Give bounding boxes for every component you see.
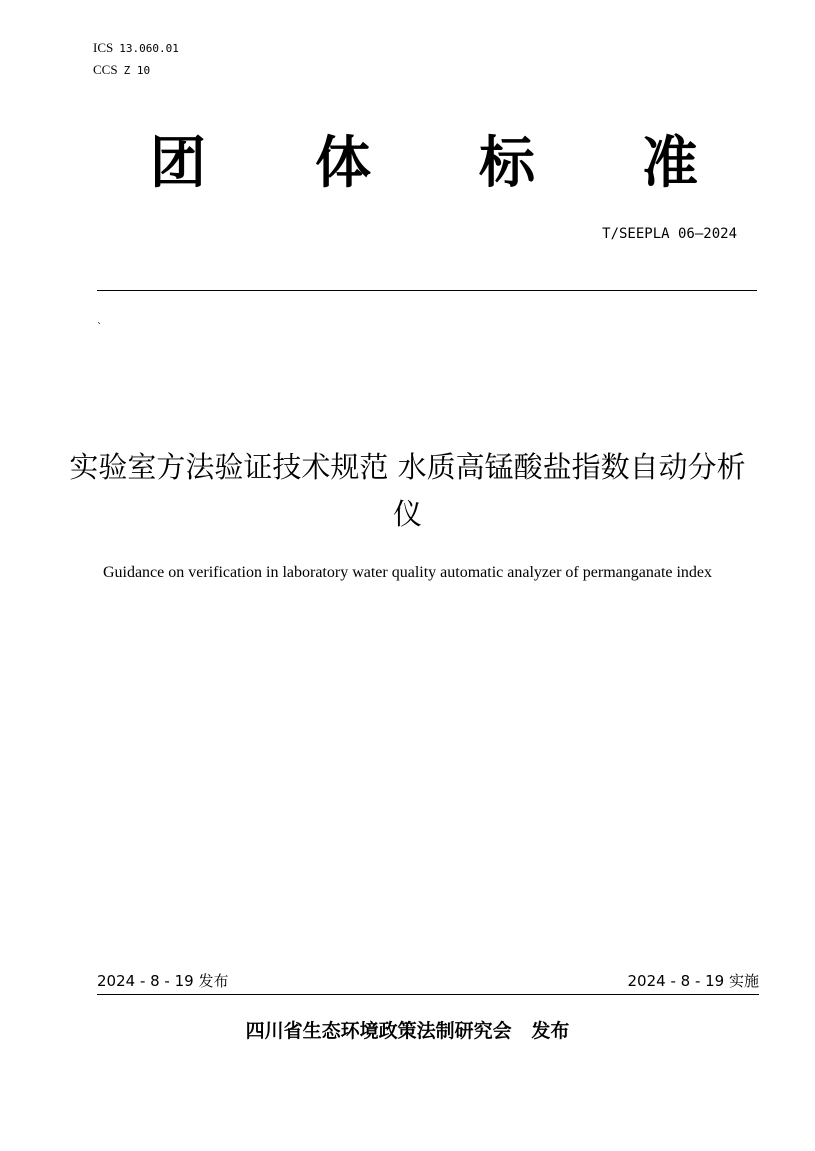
- issue-date: 2024 - 8 - 19 发布: [97, 972, 229, 990]
- standard-type-char: 体: [315, 131, 371, 196]
- standard-type-char: 团: [150, 131, 206, 196]
- ics-label: ICS: [93, 40, 114, 55]
- publisher: [60, 1018, 755, 1044]
- title-chinese: 实验室方法验证技术规范 水质高锰酸盐指数自动分析仪: [69, 450, 746, 531]
- standard-number: T/SEEPLA 06—2024: [602, 226, 737, 242]
- standard-type-char: 标: [479, 131, 535, 196]
- top-divider: [97, 290, 757, 291]
- ics-value: 13.060.01: [119, 42, 179, 55]
- title-english: Guidance on verification in laboratory water quality automatic analyzer of permanganate index: [102, 564, 713, 581]
- standard-type-char: 准: [642, 131, 698, 196]
- ics-code: [93, 40, 179, 57]
- ccs-value: Z 10: [123, 64, 151, 77]
- ccs-label: CCS: [93, 62, 118, 77]
- ccs-code: [93, 62, 150, 79]
- implementation-date: 2024 - 8 - 19 实施: [627, 972, 759, 990]
- publisher-text: 四川省生态环境政策法制研究会 发布: [245, 1020, 570, 1042]
- bottom-divider: [97, 994, 759, 995]
- stray-mark: `: [97, 322, 102, 333]
